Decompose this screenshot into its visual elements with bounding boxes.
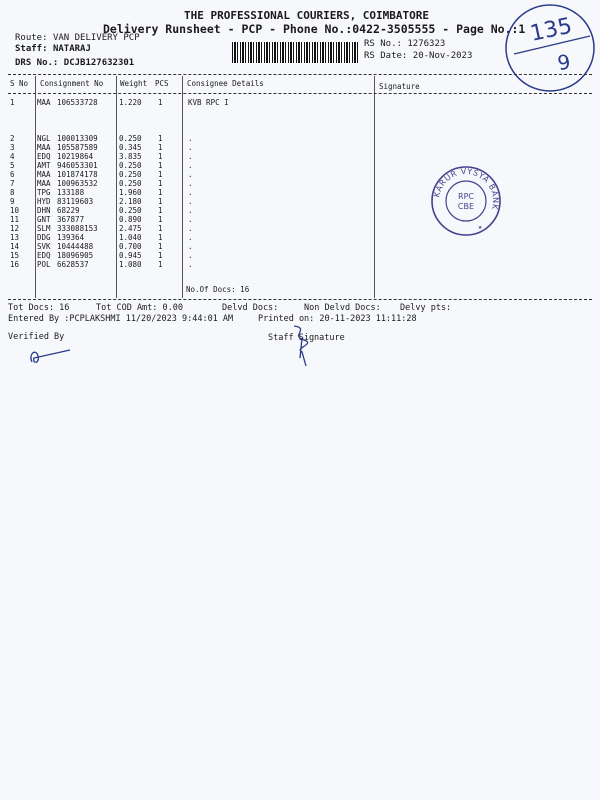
cell-pcs: 1 <box>158 152 163 161</box>
cell-sno: 2 <box>10 134 15 143</box>
cell-consignee: . <box>188 242 193 251</box>
cell-prefix: MAA <box>37 143 51 152</box>
cell-consignment-no: 10444488 <box>57 242 94 251</box>
printed-on: Printed on: 20-11-2023 11:11:28 <box>258 314 417 324</box>
delvy-pts: Delvy pts: <box>400 303 452 313</box>
cell-weight: 0.250 <box>119 206 142 215</box>
drs-label: DRS No.: <box>15 58 59 68</box>
cell-consignment-no: 68229 <box>57 206 80 215</box>
cell-consignment-no: 100013309 <box>57 134 98 143</box>
rs-no-value: 1276323 <box>407 39 446 49</box>
cell-consignee: . <box>188 224 193 233</box>
cell-consignee: . <box>188 215 193 224</box>
cell-prefix: DHN <box>37 206 51 215</box>
cell-pcs: 1 <box>158 206 163 215</box>
staff-value: NATARAJ <box>52 44 91 54</box>
entered-by: Entered By :PCPLAKSHMI 11/20/2023 9:44:01 AM <box>8 314 234 324</box>
cell-consignee: . <box>188 233 193 242</box>
cell-pcs: 1 <box>158 260 163 269</box>
cell-pcs: 1 <box>158 242 163 251</box>
cell-sno: 5 <box>10 161 15 170</box>
stamp-center-line2: CBE <box>457 202 475 211</box>
staff-label: Staff: <box>15 44 48 54</box>
cell-prefix: DDG <box>37 233 51 242</box>
tot-docs: Tot Docs: 16 <box>8 303 70 313</box>
cell-consignee: . <box>188 251 193 260</box>
route-value: VAN DELIVERY PCP <box>52 33 140 43</box>
cell-consignee: . <box>188 134 193 143</box>
cell-weight: 0.945 <box>119 251 142 260</box>
cell-consignment-no: 101874178 <box>57 170 98 179</box>
cell-consignment-no: 18096905 <box>57 251 94 260</box>
cell-weight: 0.250 <box>119 179 142 188</box>
cell-sno: 13 <box>10 233 20 242</box>
cell-consignment-no: 946053301 <box>57 161 98 170</box>
cell-weight: 0.250 <box>119 134 142 143</box>
stamp-ring-text: KARUR VYSYA BANK <box>432 166 501 211</box>
cell-consignee: . <box>188 170 193 179</box>
cell-weight: 0.345 <box>119 143 142 152</box>
no-of-docs: No.Of Docs: 16 <box>186 285 250 294</box>
stamp-star-icon: ★ <box>478 223 483 231</box>
cell-prefix: HYD <box>37 197 51 206</box>
cell-consignee: . <box>188 179 193 188</box>
cell-pcs: 1 <box>158 170 163 179</box>
cell-pcs: 1 <box>158 224 163 233</box>
cell-prefix: MAA <box>37 179 51 188</box>
cell-weight: 1.220 <box>119 98 142 107</box>
cell-consignee: . <box>188 161 193 170</box>
cell-pcs: 1 <box>158 215 163 224</box>
cell-weight: 0.890 <box>119 215 142 224</box>
cell-sno: 7 <box>10 179 15 188</box>
runsheet-title: Delivery Runsheet - PCP - Phone No.:0422-3505555 - Page No.:1 <box>103 22 526 36</box>
cell-weight: 1.040 <box>119 233 142 242</box>
cell-consignee: . <box>188 197 193 206</box>
cell-weight: 2.475 <box>119 224 142 233</box>
cell-pcs: 1 <box>158 251 163 260</box>
bank-stamp <box>430 165 502 237</box>
cell-prefix: SLM <box>37 224 51 233</box>
cell-consignment-no: 105587589 <box>57 143 98 152</box>
cell-sno: 10 <box>10 206 20 215</box>
cell-consignment-no: 6628537 <box>57 260 89 269</box>
cell-consignment-no: 10219864 <box>57 152 94 161</box>
cell-sno: 11 <box>10 215 20 224</box>
cell-prefix: TPG <box>37 188 51 197</box>
handwritten-top-number: 135 <box>528 13 575 47</box>
cell-prefix: AMT <box>37 161 51 170</box>
verified-signature-scribble <box>26 344 76 368</box>
col-header-signature: Signature <box>379 82 420 91</box>
cell-sno: 3 <box>10 143 15 152</box>
rs-no-label: RS No.: <box>364 39 402 49</box>
rs-date-value: 20-Nov-2023 <box>412 51 473 61</box>
cell-consignment-no: 367877 <box>57 215 85 224</box>
cell-prefix: SVK <box>37 242 51 251</box>
cell-prefix: MAA <box>37 170 51 179</box>
cell-consignment-no: 83119603 <box>57 197 94 206</box>
cell-prefix: NGL <box>37 134 51 143</box>
cell-consignment-no: 333088153 <box>57 224 98 233</box>
cell-consignee: . <box>188 206 193 215</box>
cell-sno: 4 <box>10 152 15 161</box>
col-header-weight: Weight <box>120 79 148 88</box>
cell-pcs: 1 <box>158 188 163 197</box>
col-header-consignment: Consignment No <box>40 79 104 88</box>
stamp-center-line1: RPC <box>458 192 474 201</box>
cell-pcs: 1 <box>158 98 163 107</box>
drs-value: DCJB127632301 <box>63 58 135 68</box>
cell-consignment-no: 133188 <box>57 188 85 197</box>
tot-cod-amt: Tot COD Amt: 0.00 <box>96 303 183 313</box>
cell-sno: 16 <box>10 260 20 269</box>
cell-pcs: 1 <box>158 233 163 242</box>
cell-prefix: EDQ <box>37 251 51 260</box>
cell-consignee: . <box>188 143 193 152</box>
cell-prefix: MAA <box>37 98 51 107</box>
cell-prefix: EDQ <box>37 152 51 161</box>
delvd-docs: Delvd Docs: <box>222 303 279 313</box>
cell-prefix: GNT <box>37 215 51 224</box>
cell-weight: 0.250 <box>119 170 142 179</box>
cell-pcs: 1 <box>158 143 163 152</box>
cell-weight: 0.700 <box>119 242 142 251</box>
staff-signature-label: Staff Signature <box>268 333 345 343</box>
cell-pcs: 1 <box>158 134 163 143</box>
col-header-consignee: Consignee Details <box>187 79 264 88</box>
cell-sno: 6 <box>10 170 15 179</box>
cell-consignee: . <box>188 260 193 269</box>
non-delvd-docs: Non Delvd Docs: <box>304 303 381 313</box>
cell-sno: 15 <box>10 251 20 260</box>
cell-pcs: 1 <box>158 197 163 206</box>
cell-weight: 0.250 <box>119 161 142 170</box>
cell-sno: 9 <box>10 197 15 206</box>
cell-sno: 8 <box>10 188 15 197</box>
cell-consignee: . <box>188 152 193 161</box>
cell-prefix: POL <box>37 260 51 269</box>
cell-consignment-no: 139364 <box>57 233 85 242</box>
verified-by-label: Verified By <box>8 332 65 342</box>
cell-sno: 14 <box>10 242 20 251</box>
route-label: Route: <box>15 33 48 43</box>
cell-consignment-no: 100963532 <box>57 179 98 188</box>
handwritten-bottom-number: 9 <box>555 49 573 76</box>
col-header-pcs: PCS <box>155 79 169 88</box>
cell-weight: 1.080 <box>119 260 142 269</box>
cell-weight: 2.180 <box>119 197 142 206</box>
cell-sno: 1 <box>10 98 15 107</box>
cell-weight: 3.835 <box>119 152 142 161</box>
company-title: THE PROFESSIONAL COURIERS, COIMBATORE <box>184 9 430 22</box>
cell-pcs: 1 <box>158 161 163 170</box>
cell-consignee: . <box>188 188 193 197</box>
cell-consignment-no: 106533728 <box>57 98 98 107</box>
cell-sno: 12 <box>10 224 20 233</box>
rs-date-label: RS Date: <box>364 51 408 61</box>
cell-consignee: KVB RPC I <box>188 98 229 107</box>
col-header-sno: S No <box>10 79 29 88</box>
cell-weight: 1.960 <box>119 188 142 197</box>
cell-pcs: 1 <box>158 179 163 188</box>
staff-signature-scribble <box>286 322 326 368</box>
